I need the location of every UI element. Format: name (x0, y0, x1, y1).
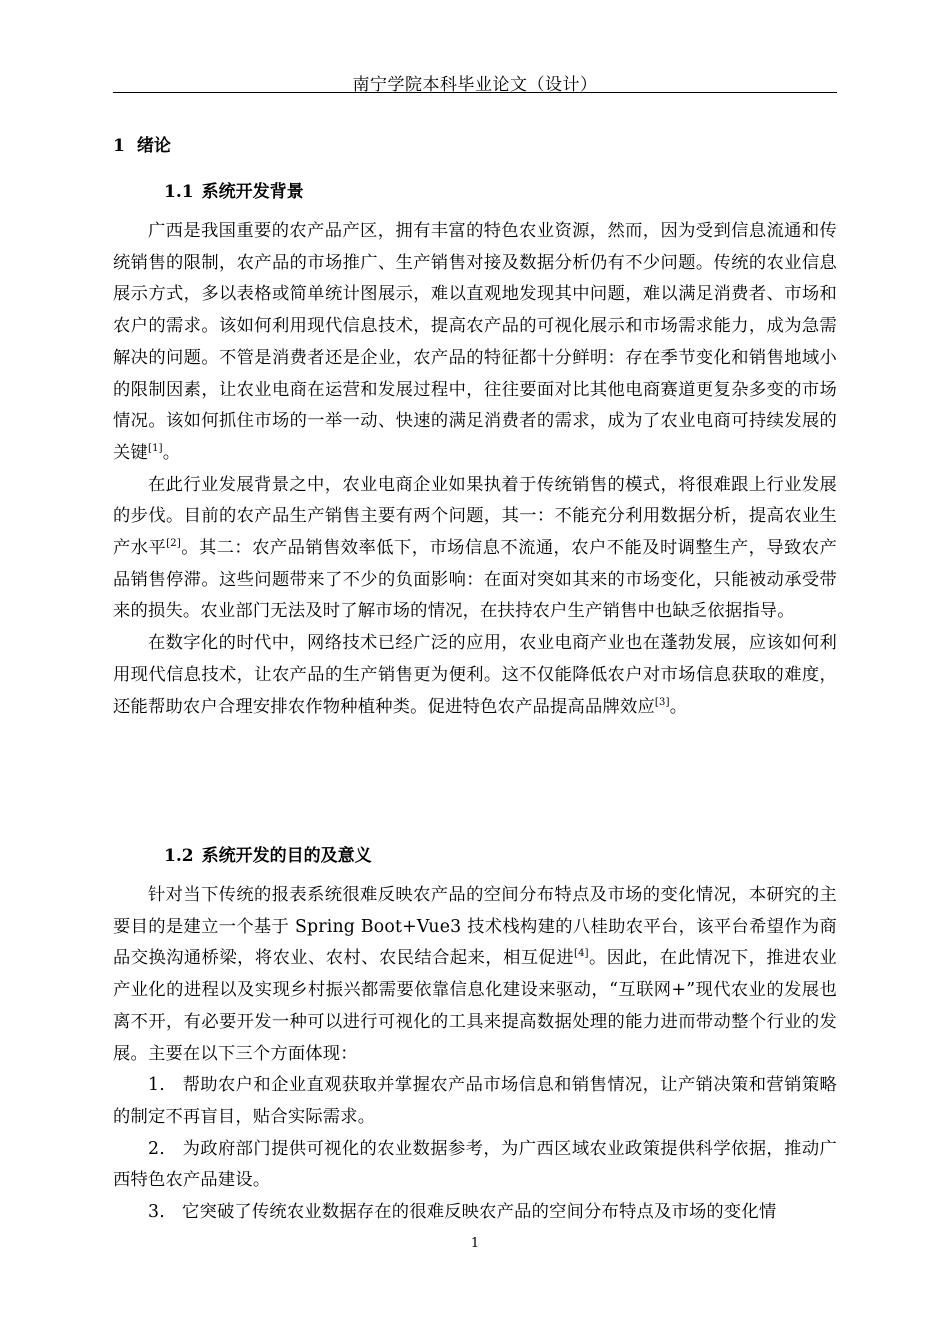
citation: [1] (147, 443, 163, 455)
list-item (113, 1197, 837, 1229)
section-1-2-body (113, 880, 837, 1229)
section-number: 1.2 (164, 846, 194, 866)
section-title: 系统开发的目的及意义 (201, 846, 372, 866)
list-text: 它突破了传统农业数据存在的很难反映农产品的空间分布特点及市场的变化情 (181, 1202, 777, 1223)
paragraph-text: 针对当下传统的报表系统很难反映农产品的空间分布特点及市场的变化情况，本研究的主要目的是建立一个基于 Spring Boot+Vue3 技术栈构建的八桂助农平台，该平台希望作为商品交换沟通桥梁，将农业、农村、农民结合起来，相互促进 (113, 885, 837, 969)
chapter-title: 绪论 (136, 136, 171, 156)
chapter-heading (113, 131, 171, 156)
list-number: 1. (148, 1075, 165, 1096)
list-number: 3. (148, 1202, 165, 1223)
section-heading-1-1 (164, 177, 304, 202)
page-number: 1 (470, 1236, 480, 1251)
header-rule (113, 92, 837, 93)
paragraph-text: 广西是我国重要的农产品产区，拥有丰富的特色农业资源，然而，因为受到信息流通和传统销售的限制，农产品的市场推广、生产销售对接及数据分析仍有不少问题。传统的农业信息展示方式，多以表格或简单统计图展示，难以直观地发现其中问题，难以满足消费者、市场和农户的需求。该如何利用现代信息技术，提高农产品的可视化展示和市场需求能力，成为急需解决的问题。不管是消费者还是企业，农产品的特征都十分鲜明：存在季节变化和销售地域小的限制因素，让农业电商在运营和发展过程中，往往要面对比其他电商赛道更复杂多变的市场情况。该如何抓住市场的一举一动、快速的满足消费者的需求，成为了农业电商可持续发展的关键 (113, 221, 837, 463)
citation: [2] (166, 538, 181, 550)
paragraph-text: 。其二：农产品销售效率低下，市场信息不流通，农户不能及时调整生产，导致农产品销售停滞。这些问题带来了不少的负面影响：在面对突如其来的市场变化，只能被动承受带来的损失。农业部门无法及时了解市场的情况，在扶持农户生产销售中也缺乏依据指导。 (113, 538, 837, 622)
paragraph-text: 在数字化的时代中，网络技术已经广泛的应用，农业电商产业也在蓬勃发展，应该如何利用现代信息技术，让农产品的生产销售更为便利。这不仅能降低农户对市场信息获取的难度，还能帮助农户合理安排农作物种植种类。促进特色农产品提高品牌效应 (113, 633, 837, 717)
paragraph-text: 。因此，在此情况下，推进农业产业化的进程以及实现乡村振兴都需要依靠信息化建设来驱动，“互联网+”现代农业的发展也离不开，有必要开发一种可以进行可视化的工具来提高数据处理的能力进而带动整个行业的发展。主要在以下三个方面体现： (113, 948, 837, 1064)
paragraph (113, 470, 837, 629)
list-text: 为政府部门提供可视化的农业数据参考，为广西区域农业政策提供科学依据，推动广西特色农产品建设。 (113, 1138, 837, 1191)
running-header: 南宁学院本科毕业论文（设计） (352, 75, 598, 95)
section-heading-1-2 (164, 841, 372, 866)
chapter-number: 1 (113, 136, 125, 156)
paragraph-end: 。 (669, 696, 688, 717)
list-item (113, 1070, 837, 1133)
paragraph (113, 880, 837, 1070)
list-item (113, 1134, 837, 1197)
section-1-1-body (113, 216, 837, 723)
citation: [3] (654, 696, 670, 708)
paragraph (113, 628, 837, 723)
paragraph (113, 216, 837, 470)
citation: [4] (574, 948, 589, 960)
section-title: 系统开发背景 (201, 182, 304, 202)
section-number: 1.1 (164, 182, 194, 202)
list-number: 2. (148, 1138, 165, 1159)
paragraph-end: 。 (162, 442, 181, 463)
paragraph-text: 在此行业发展背景之中，农业电商企业如果执着于传统销售的模式，将很难跟上行业发展的步伐。目前的农产品生产销售主要有两个问题，其一：不能充分利用数据分析，提高农业生产水平 (113, 474, 837, 559)
list-text: 帮助农户和企业直观获取并掌握农产品市场信息和销售情况，让产销决策和营销策略的制定不再盲目，贴合实际需求。 (113, 1075, 837, 1127)
